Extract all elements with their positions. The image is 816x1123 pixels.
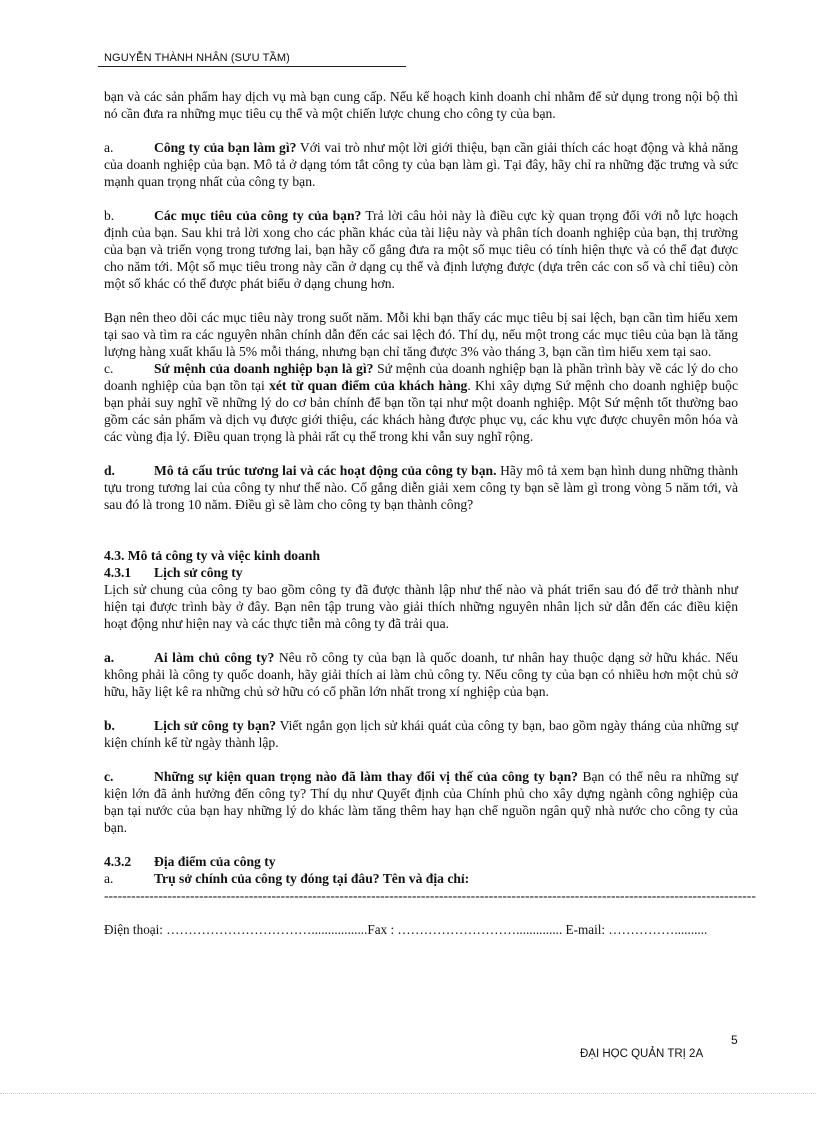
item-a2-text: Nêu rõ công ty của bạn là quốc doanh, tư nhân hay thuộc dạng sở hữu khác. Nếu không phải là công ty quốc doanh, hãy giải thích ai làm chủ công ty. Nếu công ty của bạn có nhiều hơn một chủ sở hữu, hãy liệt kê ra những chủ sở hữu có cổ phần lớn nhất trong xí nghiệp của bạn. bbox=[104, 650, 738, 699]
header-rule bbox=[98, 66, 406, 67]
section-4-3-2-title: Địa điểm của công ty bbox=[154, 854, 276, 869]
item-b2-label: b. bbox=[104, 718, 115, 733]
item-a2-label: a. bbox=[104, 650, 115, 665]
section-4-3-2-number: 4.3.2 bbox=[104, 854, 132, 869]
item-d-label: d. bbox=[104, 463, 115, 478]
location-question bbox=[104, 870, 738, 887]
item-a-label: a. bbox=[104, 140, 114, 155]
item-c-text-1: Sứ mệnh của doanh nghiệp bạn là phần trình bày về các lý do cho doanh nghiệp của bạn tồn tại bbox=[104, 361, 738, 393]
section-4-3-title: 4.3. Mô tả công ty và việc kinh doanh bbox=[104, 548, 321, 563]
item-c2-text: Bạn có thể nêu ra những sự kiện lớn đã ảnh hưởng đến công ty? Thí dụ như Quyết định của Chính phủ cho xây dựng ngành công nghiệp của bạn tại nước của bạn hay những lý do khác làm tăng thêm hay hạn chế nguồn ngân quỹ nhà nước cho công ty của bạn. bbox=[104, 769, 738, 835]
item-b2 bbox=[104, 717, 738, 751]
item-c-emphasis: xét từ quan điểm của khách hàng bbox=[269, 378, 468, 393]
item-c2 bbox=[104, 768, 738, 836]
item-d-heading: Mô tả cấu trúc tương lai và các hoạt động của công ty bạn. bbox=[154, 463, 497, 478]
item-c-text-2: . Khi xây dựng Sứ mệnh cho doanh nghiệp buộc bạn phải suy nghĩ về những lý do cơ bản chính để bạn tồn tại như một doanh nghiệp. Một Sứ mệnh tốt thường bao gồm các sản phẩm và dịch vụ được giới thiệu, các khách hàng được phục vụ, các khu vực được chuyên môn hóa và các vùng địa lý. Điều quan trọng là phải rất cụ thể trong khi vẫn suy nghĩ rộng. bbox=[104, 378, 738, 444]
contact-fill-line: Điện thoại: …………………………….................Fax : ……………………….............. E-mail: …………….......... bbox=[104, 922, 708, 937]
item-b-label: b. bbox=[104, 208, 115, 223]
item-a-text: Với vai trò như một lời giới thiệu, bạn cần giải thích các hoạt động và khả năng của doanh nghiệp của bạn. Mô tả ở dạng tóm tắt công ty của bạn làm gì. Tại đây, hãy chỉ ra những đặc trưng và sức mạnh quan trọng nhất của công ty bạn. bbox=[104, 140, 739, 189]
address-fill-line: ------------------------------------------------------------------------------------------------------------------------------------------------ bbox=[104, 888, 756, 903]
section-4-3-1-heading bbox=[104, 564, 738, 581]
history-paragraph: Lịch sử chung của công ty bao gồm công ty đã được thành lập như thế nào và phát triển sau đó để trở thành như hiện tại được trình bày ở đây. Bạn nên tập trung vào giải thích những nguyên nhân lịch sử dẫn đến các điều kiện hoạt động như hiện nay và các thực tiễn mà công ty đã trải qua. bbox=[104, 582, 738, 631]
item-d bbox=[104, 462, 738, 513]
section-4-3-2-heading bbox=[104, 853, 738, 870]
item-b2-heading: Lịch sử công ty bạn? bbox=[154, 718, 277, 733]
location-question-label: a. bbox=[104, 871, 114, 886]
section-4-3-1-number: 4.3.1 bbox=[104, 565, 132, 580]
item-d-text: Hãy mô tả xem bạn hình dung những thành tựu trong tương lai của công ty như thế nào. Cố gắng diễn giải xem công ty bạn sẽ làm gì trong vòng 5 năm tới, và sau đó là trong 10 năm. Điều gì sẽ làm cho công ty bạn thành công? bbox=[104, 463, 738, 512]
item-a2-heading: Ai làm chủ công ty? bbox=[154, 650, 275, 665]
item-b-text: Trả lời câu hỏi này là điều cực kỳ quan trọng đối với nỗ lực hoạch định của bạn. Sau khi trả lời xong cho các phần khác của tài liệu này và phân tích doanh nghiệp của bạn, thị trường của bạn và triển vọng trong tương lai, bạn hãy cố gắng đưa ra một số mục tiêu có tính hiện thực và có thể đạt được cho năm tới. Một số mục tiêu trong này cần ở dạng cụ thể và định lượng được (dựa trên các con số và chỉ tiêu) còn một số khác có thể được phát biểu ở dạng chung hơn. bbox=[104, 208, 738, 291]
item-c2-label: c. bbox=[104, 769, 114, 784]
item-c-heading: Sứ mệnh của doanh nghiệp bạn là gì? bbox=[154, 361, 374, 376]
item-a bbox=[104, 139, 738, 190]
page-header: NGUYỄN THÀNH NHÂN (SƯU TẦM) bbox=[104, 52, 290, 64]
page-number: 5 bbox=[731, 1033, 738, 1047]
item-a2 bbox=[104, 649, 738, 700]
item-b2-text: Viết ngắn gọn lịch sử khái quát của công ty bạn, bao gồm ngày tháng của những sự kiện chính kể từ ngày thành lập. bbox=[104, 718, 738, 750]
intro-paragraph: bạn và các sản phẩm hay dịch vụ mà bạn cung cấp. Nếu kế hoạch kinh doanh chỉ nhằm để sử dụng trong nội bộ thì nó cần đưa ra những mục tiêu cụ thể và một chiến lược chung cho công ty của bạn. bbox=[104, 89, 738, 121]
section-4-3-1-title: Lịch sử công ty bbox=[154, 565, 243, 580]
item-c bbox=[104, 360, 738, 445]
tracking-paragraph: Bạn nên theo dõi các mục tiêu này trong suốt năm. Mỗi khi bạn thấy các mục tiêu bị sai lệch, bạn cần tìm hiểu xem tại sao và tìm ra các nguyên nhân chính dẫn đến các sai lệch đó. Thí dụ, nếu một trong các mục tiêu của bạn là tăng lượng hàng xuất khẩu là 5% mỗi tháng, nhưng bạn chỉ tăng được 3% vào tháng 3, bạn cần tìm hiểu xem tại sao. bbox=[104, 310, 738, 359]
page-content bbox=[104, 88, 756, 938]
item-c2-heading: Những sự kiện quan trọng nào đã làm thay đổi vị thế của công ty bạn? bbox=[154, 769, 578, 784]
item-c-label: c. bbox=[104, 361, 114, 376]
item-b bbox=[104, 207, 738, 292]
page-footer: ĐẠI HỌC QUẢN TRỊ 2A bbox=[580, 1048, 704, 1060]
location-question-text: Trụ sở chính của công ty đóng tại đâu? Tên và địa chỉ: bbox=[154, 871, 470, 886]
page-bottom-rule bbox=[0, 1093, 816, 1094]
item-a-heading: Công ty của bạn làm gì? bbox=[154, 140, 297, 155]
item-b-heading: Các mục tiêu của công ty của bạn? bbox=[154, 208, 362, 223]
